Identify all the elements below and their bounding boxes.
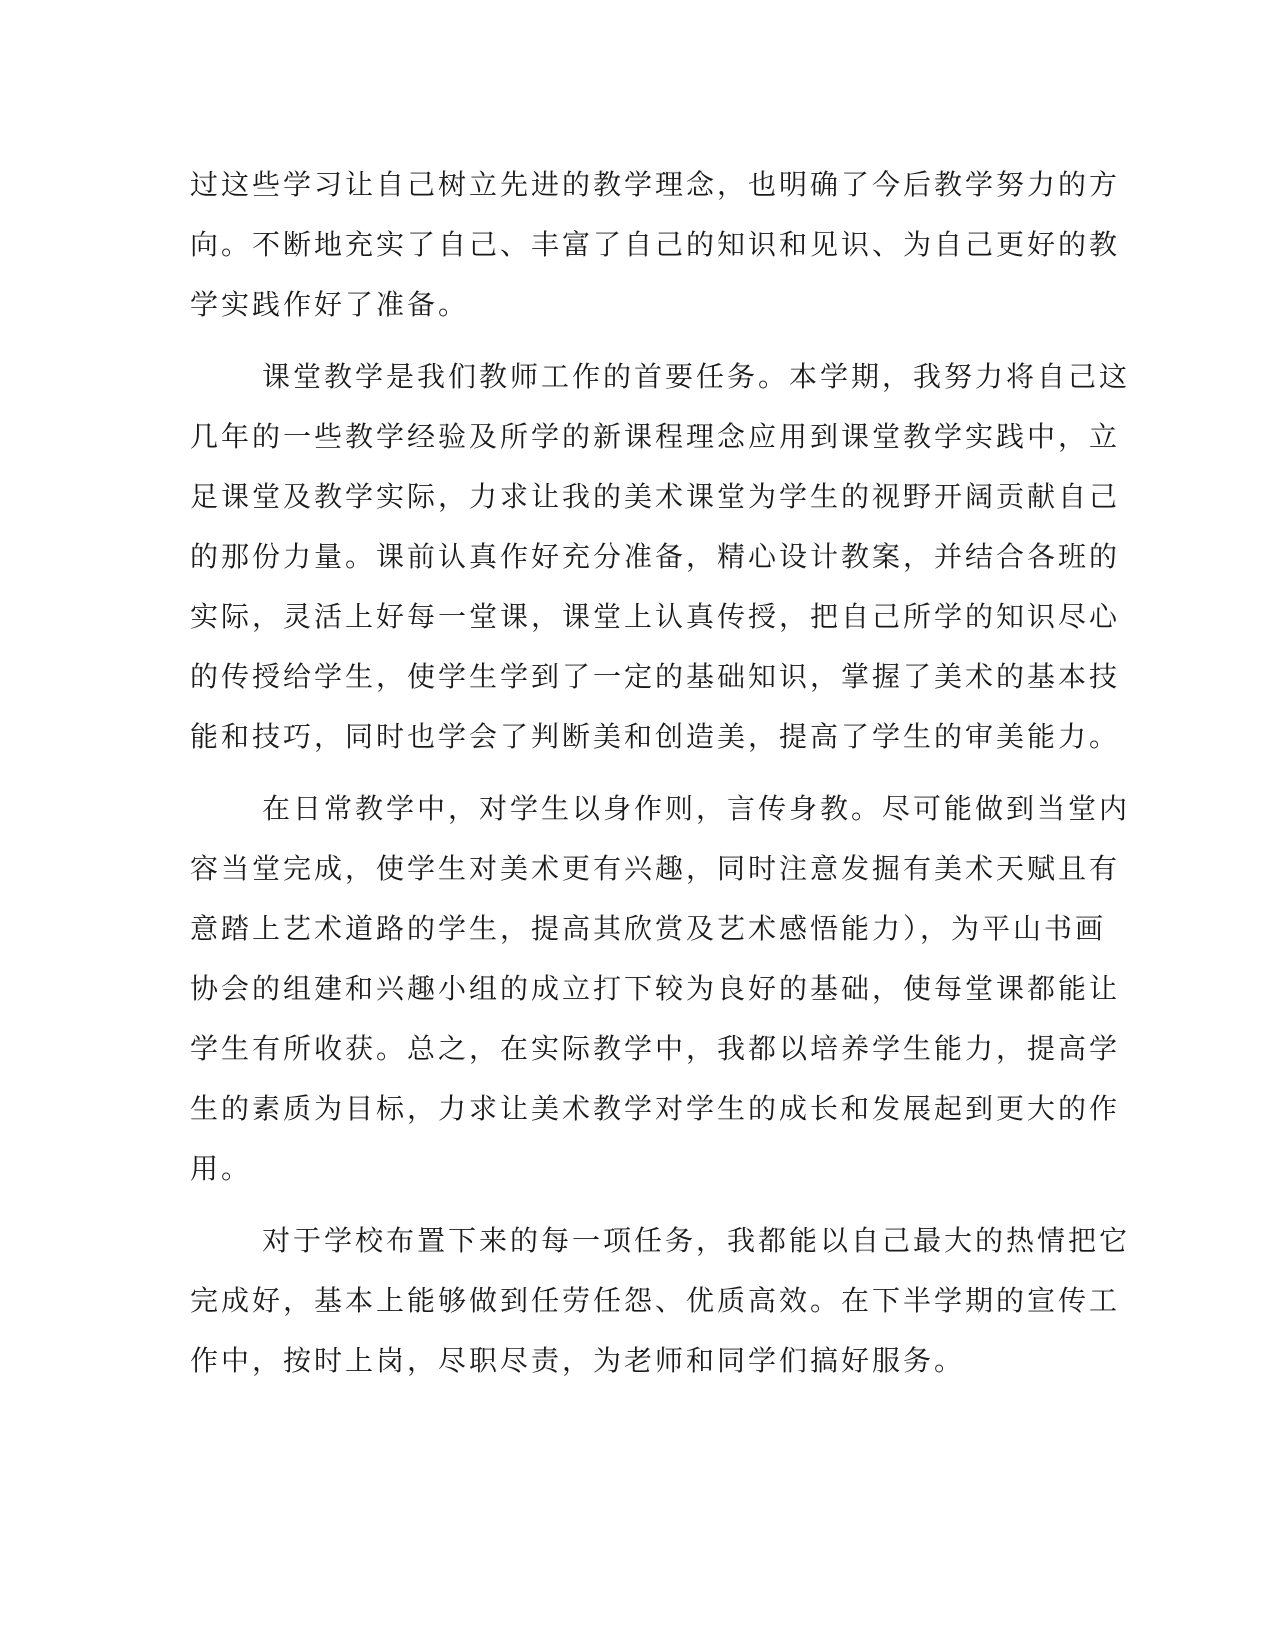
- paragraph-spacer: [190, 335, 1080, 347]
- paragraph-4: [190, 1211, 1131, 1391]
- text-line: 意踏上艺术道路的学生，提高其欣赏及艺术感悟能力），为平山书画: [190, 912, 1107, 945]
- text-line: 课堂教学是我们教师工作的首要任务。本学期，我努力将自己这: [262, 360, 1131, 393]
- text-line: 用。: [190, 1152, 253, 1185]
- paragraph-2: [190, 347, 1131, 767]
- text-line: 协会的组建和兴趣小组的成立打下较为良好的基础，使每堂课都能让: [190, 972, 1121, 1005]
- paragraph-spacer: [190, 767, 1080, 779]
- text-line: 的传授给学生，使学生学到了一定的基础知识，掌握了美术的基本技: [190, 660, 1121, 693]
- text-line: 生的素质为目标，力求让美术教学对学生的成长和发展起到更大的作: [190, 1092, 1121, 1125]
- text-line: 在日常教学中，对学生以身作则，言传身教。尽可能做到当堂内: [262, 792, 1131, 825]
- text-line: 对于学校布置下来的每一项任务，我都能以自己最大的热情把它: [262, 1224, 1131, 1257]
- text-line: 学生有所收获。总之，在实际教学中，我都以培养学生能力，提高学: [190, 1032, 1121, 1065]
- text-line: 作中，按时上岗，尽职尽责，为老师和同学们搞好服务。: [190, 1344, 966, 1377]
- paragraph-1: [190, 155, 1121, 335]
- text-line: 完成好，基本上能够做到任劳任怨、优质高效。在下半学期的宣传工: [190, 1284, 1121, 1317]
- document-body: [190, 155, 1131, 1391]
- text-line: 能和技巧，同时也学会了判断美和创造美，提高了学生的审美能力。: [190, 720, 1121, 753]
- paragraph-3: [190, 779, 1131, 1199]
- text-line: 过这些学习让自己树立先进的教学理念，也明确了今后教学努力的方: [190, 168, 1121, 201]
- text-line: 的那份力量。课前认真作好充分准备，精心设计教案，并结合各班的: [190, 540, 1121, 573]
- text-line: 几年的一些教学经验及所学的新课程理念应用到课堂教学实践中，立: [190, 420, 1121, 453]
- text-line: 学实践作好了准备。: [190, 288, 470, 321]
- text-line: 向。不断地充实了自己、丰富了自己的知识和见识、为自己更好的教: [190, 228, 1121, 261]
- text-line: 容当堂完成，使学生对美术更有兴趣，同时注意发掘有美术天赋且有: [190, 852, 1121, 885]
- text-line: 实际，灵活上好每一堂课，课堂上认真传授，把自己所学的知识尽心: [190, 600, 1121, 633]
- text-line: 足课堂及教学实际，力求让我的美术课堂为学生的视野开阔贡献自己: [190, 480, 1121, 513]
- paragraph-spacer: [190, 1199, 1080, 1211]
